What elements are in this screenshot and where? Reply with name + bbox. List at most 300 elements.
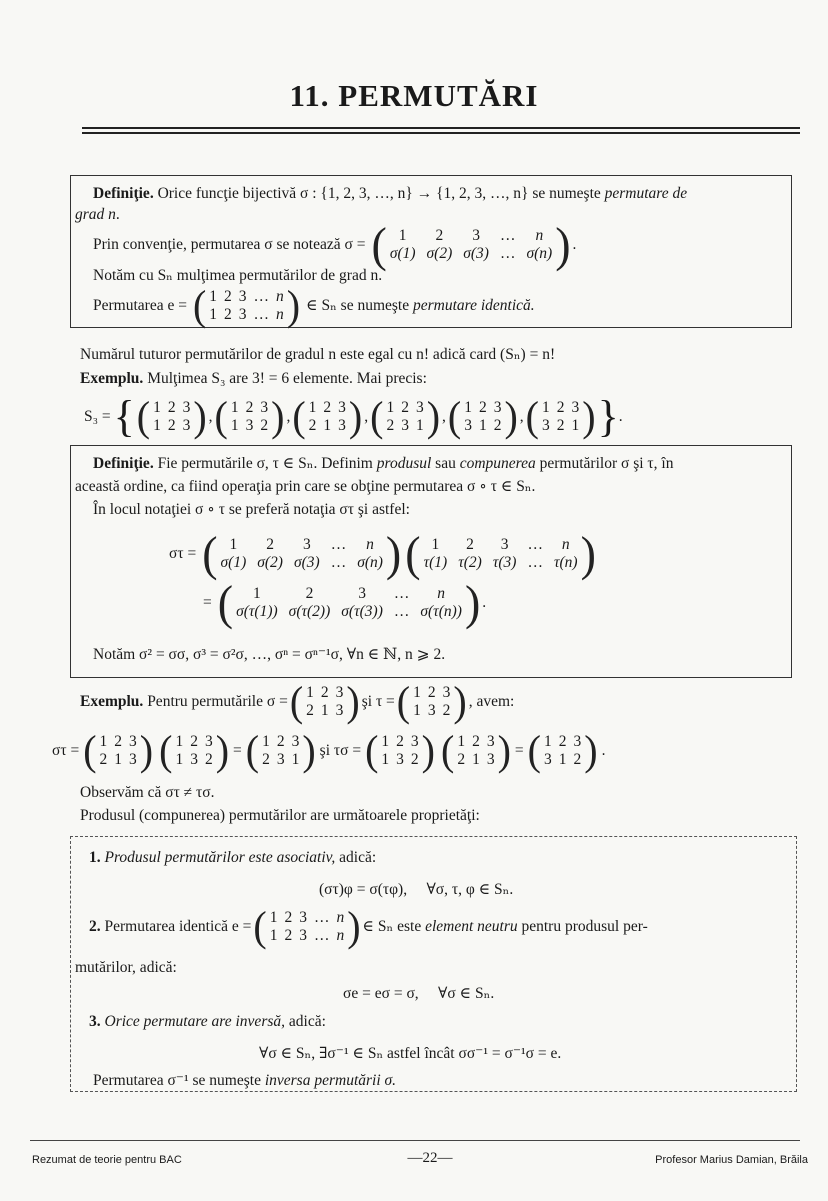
matrix-cell-bottom: σ(n) (357, 554, 383, 571)
matrix-cell-bottom: … (253, 306, 270, 323)
matrix-cell-bottom: 3 (542, 417, 550, 434)
matrix-cell-bottom: … (330, 554, 347, 571)
matrix-grid (390, 227, 552, 263)
text: Permutarea σ⁻¹ se numeşte (93, 1072, 265, 1089)
definition-label: Definiţie. (93, 185, 154, 202)
matrix-cell-bottom: … (527, 554, 543, 571)
eq-sign: = (203, 594, 212, 611)
matrix-grid (381, 733, 418, 769)
composition-matrix (217, 575, 481, 630)
definition-box-product (70, 445, 792, 678)
definition-line (93, 185, 687, 203)
left-paren: ( (527, 726, 541, 775)
matrix-cell-bottom: 2 (308, 417, 317, 434)
convention-text: Prin convenţie, permutarea σ se notează σ = (93, 236, 366, 253)
matrix-cell-bottom: 2 (260, 417, 269, 434)
matrix-cell-top: 3 (335, 684, 344, 701)
matrix-grid (100, 733, 137, 769)
definition-text: Orice funcţie bijectivă σ : {1, 2, 3, …, n} → {1, 2, 3, …, n} se numeşte (153, 185, 605, 202)
text: pentru produsul per- (517, 918, 648, 935)
matrix-cell-top: 3 (182, 399, 191, 416)
matrix-cell-bottom: 3 (182, 417, 191, 434)
matrix-cell-top: 1 (308, 399, 317, 416)
matrix-cell-bottom: 2 (556, 417, 565, 434)
matrix-cell-bottom: 2 (386, 417, 395, 434)
matrix-cell-top: … (393, 585, 410, 602)
definition-label: Definiţie. (93, 455, 154, 472)
sigma-tau-result (245, 726, 316, 775)
matrix-cell-bottom: 3 (335, 702, 344, 719)
matrix-cell-top: 2 (245, 399, 254, 416)
matrix-grid (231, 399, 268, 435)
matrix-grid (236, 585, 462, 621)
product-equation-2 (203, 575, 487, 630)
matrix-cell-bottom: 3 (276, 751, 285, 768)
text: ∈ Sₙ este (362, 918, 426, 935)
matrix-cell-top: 3 (299, 909, 307, 926)
matrix-cell-top: 3 (493, 399, 502, 416)
matrix-grid (153, 399, 190, 435)
matrix-grid (175, 733, 212, 769)
property-title: Produsul permutărilor este asociativ, (100, 849, 336, 866)
product-equation-1 (169, 526, 598, 581)
matrix-cell-top: 1 (262, 733, 270, 750)
matrix-cell-bottom: 1 (291, 751, 300, 768)
matrix-cell-top: 1 (386, 399, 395, 416)
title-rule-bottom (82, 132, 800, 134)
matrix-cell-top: 2 (320, 684, 329, 701)
period: . (115, 206, 120, 223)
definition-box-permutation (70, 175, 792, 328)
matrix-cell-top: 1 (542, 399, 550, 416)
sigma-matrix (289, 677, 360, 726)
matrix-cell-top: 2 (266, 536, 274, 553)
matrix-cell-bottom: 3 (486, 751, 495, 768)
s3-lhs: S₃ = (84, 408, 111, 425)
period: . (601, 742, 606, 759)
left-paren: ( (202, 526, 218, 581)
matrix-cell-bottom: 3 (299, 927, 307, 944)
example2-line (80, 677, 515, 726)
matrix-grid (424, 536, 578, 572)
identity-mid: ∈ Sₙ se numeşte (306, 297, 413, 314)
matrix-cell-top: 2 (556, 399, 565, 416)
matrix-cell-bottom: … (499, 245, 516, 262)
matrix-cell-top: 2 (558, 733, 567, 750)
matrix-cell-bottom: 1 (153, 417, 161, 434)
left-paren: ( (192, 281, 207, 330)
matrix-cell-top: n (276, 288, 284, 305)
text: permutărilor σ şi τ, în (535, 455, 674, 472)
matrix-cell-top: 3 (571, 399, 580, 416)
matrix-cell-bottom: 3 (427, 702, 436, 719)
matrix-cell-top: 3 (486, 733, 495, 750)
matrix-cell-top: 3 (573, 733, 582, 750)
matrix-cell-top: 3 (472, 227, 480, 244)
matrix-cell-bottom: 2 (167, 417, 176, 434)
example1-line (80, 370, 427, 388)
right-paren: ) (139, 726, 154, 775)
matrix-grid (464, 399, 501, 435)
left-paren: ( (253, 902, 267, 951)
left-paren: ( (370, 392, 384, 441)
property-number: 1. (89, 849, 101, 866)
right-paren: ) (555, 217, 571, 272)
matrix-cell-top: 3 (442, 684, 451, 701)
matrix-cell-bottom: n (336, 927, 345, 944)
right-paren: ) (271, 392, 285, 441)
matrix-cell-top: 1 (306, 684, 314, 701)
matrix-cell-top: 2 (472, 733, 480, 750)
period: . (618, 408, 623, 425)
matrix-cell-top: 1 (431, 536, 440, 553)
right-paren: ) (193, 392, 207, 441)
matrix-grid (306, 684, 343, 720)
text: , avem: (468, 693, 515, 710)
right-paren: ) (497, 726, 511, 775)
matrix-cell-top: 1 (230, 399, 239, 416)
matrix-cell-top: 3 (129, 733, 137, 750)
matrix-cell-bottom: τ(1) (423, 554, 448, 571)
example-label: Exemplu. (80, 693, 144, 710)
property-2-cont: mutărilor, adică: (75, 959, 177, 976)
s3-permutation-matrix (136, 392, 207, 441)
matrix-cell-top: n (366, 536, 374, 553)
matrix-grid (542, 399, 579, 435)
matrix-cell-bottom: σ(2) (257, 554, 283, 571)
identity-matrix (192, 281, 301, 330)
matrix-cell-bottom: … (393, 603, 410, 620)
s3-permutation-matrix (525, 392, 596, 441)
matrix-cell-top: 2 (224, 288, 232, 305)
matrix-cell-bottom: τ(n) (553, 554, 578, 571)
matrix-grid (309, 399, 346, 435)
matrix-cell-bottom: 2 (410, 751, 419, 768)
text: Permutarea identică e = (100, 918, 252, 935)
s3-set (84, 392, 623, 441)
matrix-cell-top: 1 (209, 288, 218, 305)
matrix-cell-top: n (336, 909, 345, 926)
left-paren: ( (365, 726, 379, 775)
left-paren: ( (289, 677, 304, 726)
page-title: 11. PERMUTĂRI (289, 78, 539, 113)
matrix-cell-bottom: 2 (442, 702, 451, 719)
title-rule-top (82, 127, 800, 129)
observe-text: Observăm că στ ≠ τσ. (80, 784, 215, 801)
matrix-cell-bottom: 2 (573, 751, 582, 768)
matrix-cell-top: 3 (500, 536, 509, 553)
s3-permutation-matrix (292, 392, 363, 441)
matrix-cell-bottom: τ(2) (458, 554, 482, 571)
text: sau (431, 455, 460, 472)
matrix-cell-bottom: σ(1) (220, 554, 247, 571)
matrix-cell-bottom: 3 (238, 306, 247, 323)
sigma-matrix (83, 726, 154, 775)
property-number: 3. (89, 1013, 101, 1030)
footer-rule (30, 1140, 800, 1141)
property-term: element neutru (425, 918, 518, 935)
eq-lhs: στ = (169, 545, 197, 562)
matrix-grid (544, 733, 581, 769)
text: şi τ = (361, 693, 395, 710)
matrix-grid (457, 733, 494, 769)
matrix-cell-top: n (437, 585, 446, 602)
matrix-cell-bottom: n (276, 306, 284, 323)
matrix-cell-bottom: 3 (245, 417, 254, 434)
example2-products (52, 726, 606, 775)
term-compunerea: compunerea (459, 455, 536, 472)
text: adică: (285, 1013, 326, 1030)
matrix-cell-bottom: 2 (457, 751, 466, 768)
eq-sign: = (233, 742, 242, 759)
matrix-cell-bottom: 2 (262, 751, 270, 768)
matrix-cell-bottom: 1 (478, 417, 487, 434)
tau-sigma-lhs: şi τσ = (319, 742, 362, 759)
identity-term: permutare identică. (412, 297, 535, 314)
matrix-cell-top: 3 (302, 536, 311, 553)
notam-line: Notăm cu Sₙ mulţimea permutărilor de grad n. (93, 267, 383, 284)
tau-sigma-result (527, 726, 598, 775)
matrix-cell-bottom: σ(τ(n)) (420, 603, 462, 620)
matrix-cell-top: 3 (291, 733, 300, 750)
matrix-cell-bottom: 1 (114, 751, 123, 768)
convention-line (93, 217, 577, 272)
left-paren: ( (371, 217, 387, 272)
left-paren: ( (136, 392, 151, 441)
text: adică: (335, 849, 377, 866)
convention-matrix (371, 217, 571, 272)
matrix-cell-top: … (253, 288, 270, 305)
right-paren: ) (580, 526, 596, 581)
matrix-cell-bottom: 3 (543, 751, 552, 768)
matrix-cell-bottom: σ(1) (389, 245, 416, 262)
matrix-cell-top: 3 (410, 733, 419, 750)
notation-line: În locul notaţiei σ ∘ τ se preferă notaţia στ şi astfel: (93, 501, 410, 518)
matrix-cell-top: 1 (413, 684, 421, 701)
matrix-grid (270, 909, 345, 945)
matrix-cell-bottom: σ(τ(2)) (288, 603, 331, 620)
definition-term: permutare de (604, 185, 688, 202)
matrix-cell-bottom: 1 (230, 417, 239, 434)
right-paren: ) (286, 281, 301, 330)
period: . (482, 594, 487, 611)
matrix-cell-top: 3 (238, 288, 247, 305)
identity-matrix (253, 902, 361, 951)
example-label: Exemplu. (80, 370, 144, 387)
matrix-grid (221, 536, 383, 572)
left-paren: ( (447, 392, 462, 441)
left-paren: ( (292, 392, 306, 441)
definition-term-cont: grad n (75, 206, 116, 223)
s3-permutation-matrix (214, 392, 285, 441)
comma: , (442, 408, 446, 425)
associativity-formula: (στ)φ = σ(τφ), ∀σ, τ, φ ∈ Sₙ. (319, 881, 514, 898)
matrix-cell-top: 1 (99, 733, 108, 750)
term-produsul: produsul (376, 455, 432, 472)
left-paren: ( (214, 392, 228, 441)
comma: , (286, 408, 291, 425)
sigma-matrix (441, 726, 511, 775)
matrix-cell-bottom: 1 (175, 751, 184, 768)
matrix-cell-bottom: σ(2) (426, 245, 453, 262)
matrix-cell-top: 3 (260, 399, 269, 416)
matrix-cell-top: 2 (190, 733, 198, 750)
matrix-cell-bottom: 2 (306, 702, 314, 719)
matrix-cell-top: 2 (478, 399, 487, 416)
matrix-cell-bottom: 1 (571, 417, 580, 434)
matrix-cell-top: 1 (153, 399, 161, 416)
matrix-cell-top: n (561, 536, 570, 553)
left-paren: ( (159, 726, 173, 775)
footer-right: Profesor Marius Damian, Brăila (655, 1154, 808, 1166)
identity-line (93, 281, 535, 330)
matrix-cell-top: 1 (175, 733, 184, 750)
right-paren: ) (421, 726, 435, 775)
matrix-cell-bottom: 3 (401, 417, 409, 434)
left-paren: ( (525, 392, 539, 441)
matrix-cell-top: 1 (464, 399, 472, 416)
product-definition-line-2: această ordine, ca fiind operaţia prin care se obţine permutarea σ ∘ τ ∈ Sₙ. (75, 478, 536, 495)
page-number: —22— (407, 1150, 453, 1166)
properties-intro: Produsul (compunerea) permutărilor are următoarele proprietăţi: (80, 807, 480, 824)
matrix-cell-top: 3 (204, 733, 213, 750)
matrix-cell-top: 1 (457, 733, 466, 750)
matrix-cell-bottom: σ(n) (526, 245, 553, 262)
matrix-cell-top: 1 (381, 733, 390, 750)
footer-left: Rezumat de teorie pentru BAC (32, 1154, 182, 1166)
property-3 (89, 1013, 326, 1031)
right-paren: ) (348, 392, 363, 441)
matrix-grid (386, 399, 423, 435)
comma: , (364, 408, 369, 425)
powers-line: Notăm σ² = σσ, σ³ = σ²σ, …, σⁿ = σⁿ⁻¹σ, ∀n ∈ ℕ, n ⩾ 2. (93, 646, 446, 663)
tau-matrix (405, 526, 596, 581)
comma: , (208, 408, 213, 425)
matrix-cell-top: 2 (396, 733, 404, 750)
properties-box (70, 836, 797, 1092)
matrix-cell-top: 1 (269, 909, 278, 926)
right-paren: ) (584, 726, 598, 775)
matrix-cell-top: 2 (305, 585, 314, 602)
text: Pentru permutările σ = (143, 693, 288, 710)
matrix-cell-bottom: 1 (209, 306, 218, 323)
matrix-cell-bottom: σ(τ(1)) (236, 603, 278, 620)
matrix-cell-bottom: 2 (224, 306, 232, 323)
matrix-cell-top: 1 (253, 585, 261, 602)
right-paren: ) (426, 392, 441, 441)
matrix-cell-bottom: 2 (204, 751, 213, 768)
matrix-cell-bottom: 3 (396, 751, 404, 768)
right-paren: ) (215, 726, 230, 775)
matrix-cell-top: 2 (466, 536, 474, 553)
right-paren: ) (347, 902, 361, 951)
identity-text: Permutarea e = (93, 297, 187, 314)
matrix-cell-top: 1 (229, 536, 238, 553)
open-brace: { (113, 392, 135, 441)
matrix-cell-bottom: 1 (320, 702, 329, 719)
neutral-formula: σe = eσ = σ, ∀σ ∈ Sₙ. (343, 985, 495, 1002)
matrix-cell-bottom: 3 (338, 417, 346, 434)
property-1 (89, 849, 376, 867)
matrix-cell-bottom: σ(τ(3)) (341, 603, 383, 620)
matrix-cell-bottom: 3 (464, 417, 472, 434)
matrix-cell-bottom: σ(3) (463, 245, 489, 262)
matrix-cell-bottom: 1 (323, 417, 332, 434)
matrix-cell-top: 3 (338, 399, 346, 416)
matrix-cell-top: … (330, 536, 347, 553)
left-paren: ( (217, 575, 234, 630)
matrix-cell-bottom: … (313, 927, 330, 944)
matrix-cell-bottom: τ(3) (492, 554, 517, 571)
matrix-cell-top: n (535, 227, 544, 244)
matrix-cell-top: … (499, 227, 516, 244)
property-2 (89, 902, 648, 951)
matrix-cell-top: 2 (323, 399, 332, 416)
sigma-matrix (202, 526, 402, 581)
matrix-cell-top: 2 (284, 909, 293, 926)
property-title: Orice permutare are inversă, (100, 1013, 286, 1030)
left-paren: ( (396, 677, 411, 726)
matrix-cell-top: 3 (415, 399, 424, 416)
s3-permutation-matrix (447, 392, 518, 441)
matrix-cell-bottom: 2 (99, 751, 108, 768)
matrix-cell-bottom: 2 (284, 927, 293, 944)
matrix-grid (209, 288, 284, 324)
tau-matrix (396, 677, 467, 726)
inverse-formula: ∀σ ∈ Sₙ, ∃σ⁻¹ ∈ Sₙ astfel încât σσ⁻¹ = σ⁻¹σ = e. (259, 1045, 562, 1062)
sigma-tau-lhs: στ = (52, 742, 80, 759)
left-paren: ( (405, 526, 421, 581)
definition-line-2 (75, 206, 120, 224)
matrix-cell-bottom: 1 (413, 702, 421, 719)
matrix-cell-top: 2 (114, 733, 123, 750)
matrix-cell-top: 2 (276, 733, 285, 750)
matrix-cell-top: 3 (358, 585, 366, 602)
matrix-cell-top: 2 (427, 684, 436, 701)
property-number: 2. (89, 918, 101, 935)
matrix-cell-bottom: 2 (493, 417, 502, 434)
right-paren: ) (582, 392, 596, 441)
product-definition-line (93, 455, 673, 473)
tau-matrix (365, 726, 435, 775)
matrix-cell-bottom: σ(3) (293, 554, 320, 571)
right-paren: ) (346, 677, 360, 726)
matrix-cell-top: … (527, 536, 543, 553)
right-paren: ) (504, 392, 518, 441)
right-paren: ) (453, 677, 467, 726)
matrix-cell-bottom: 1 (269, 927, 278, 944)
inverse-term: inversa permutării σ. (264, 1072, 397, 1089)
close-brace: } (597, 392, 619, 441)
matrix-cell-top: … (313, 909, 330, 926)
right-paren: ) (385, 526, 402, 581)
matrix-cell-top: 1 (543, 733, 552, 750)
right-paren: ) (302, 726, 316, 775)
example-text: Mulţimea S₃ are 3! = 6 elemente. Mai precis: (143, 370, 427, 387)
inverse-definition (93, 1072, 396, 1090)
matrix-cell-bottom: 1 (558, 751, 567, 768)
right-paren: ) (464, 575, 481, 630)
left-paren: ( (83, 726, 97, 775)
left-paren: ( (441, 726, 455, 775)
matrix-grid (262, 733, 299, 769)
matrix-cell-top: 2 (401, 399, 409, 416)
s3-matrices (135, 392, 598, 441)
matrix-cell-top: 2 (435, 227, 444, 244)
matrix-cell-bottom: 3 (190, 751, 198, 768)
eq-sign: = (514, 742, 524, 759)
matrix-grid (413, 684, 450, 720)
